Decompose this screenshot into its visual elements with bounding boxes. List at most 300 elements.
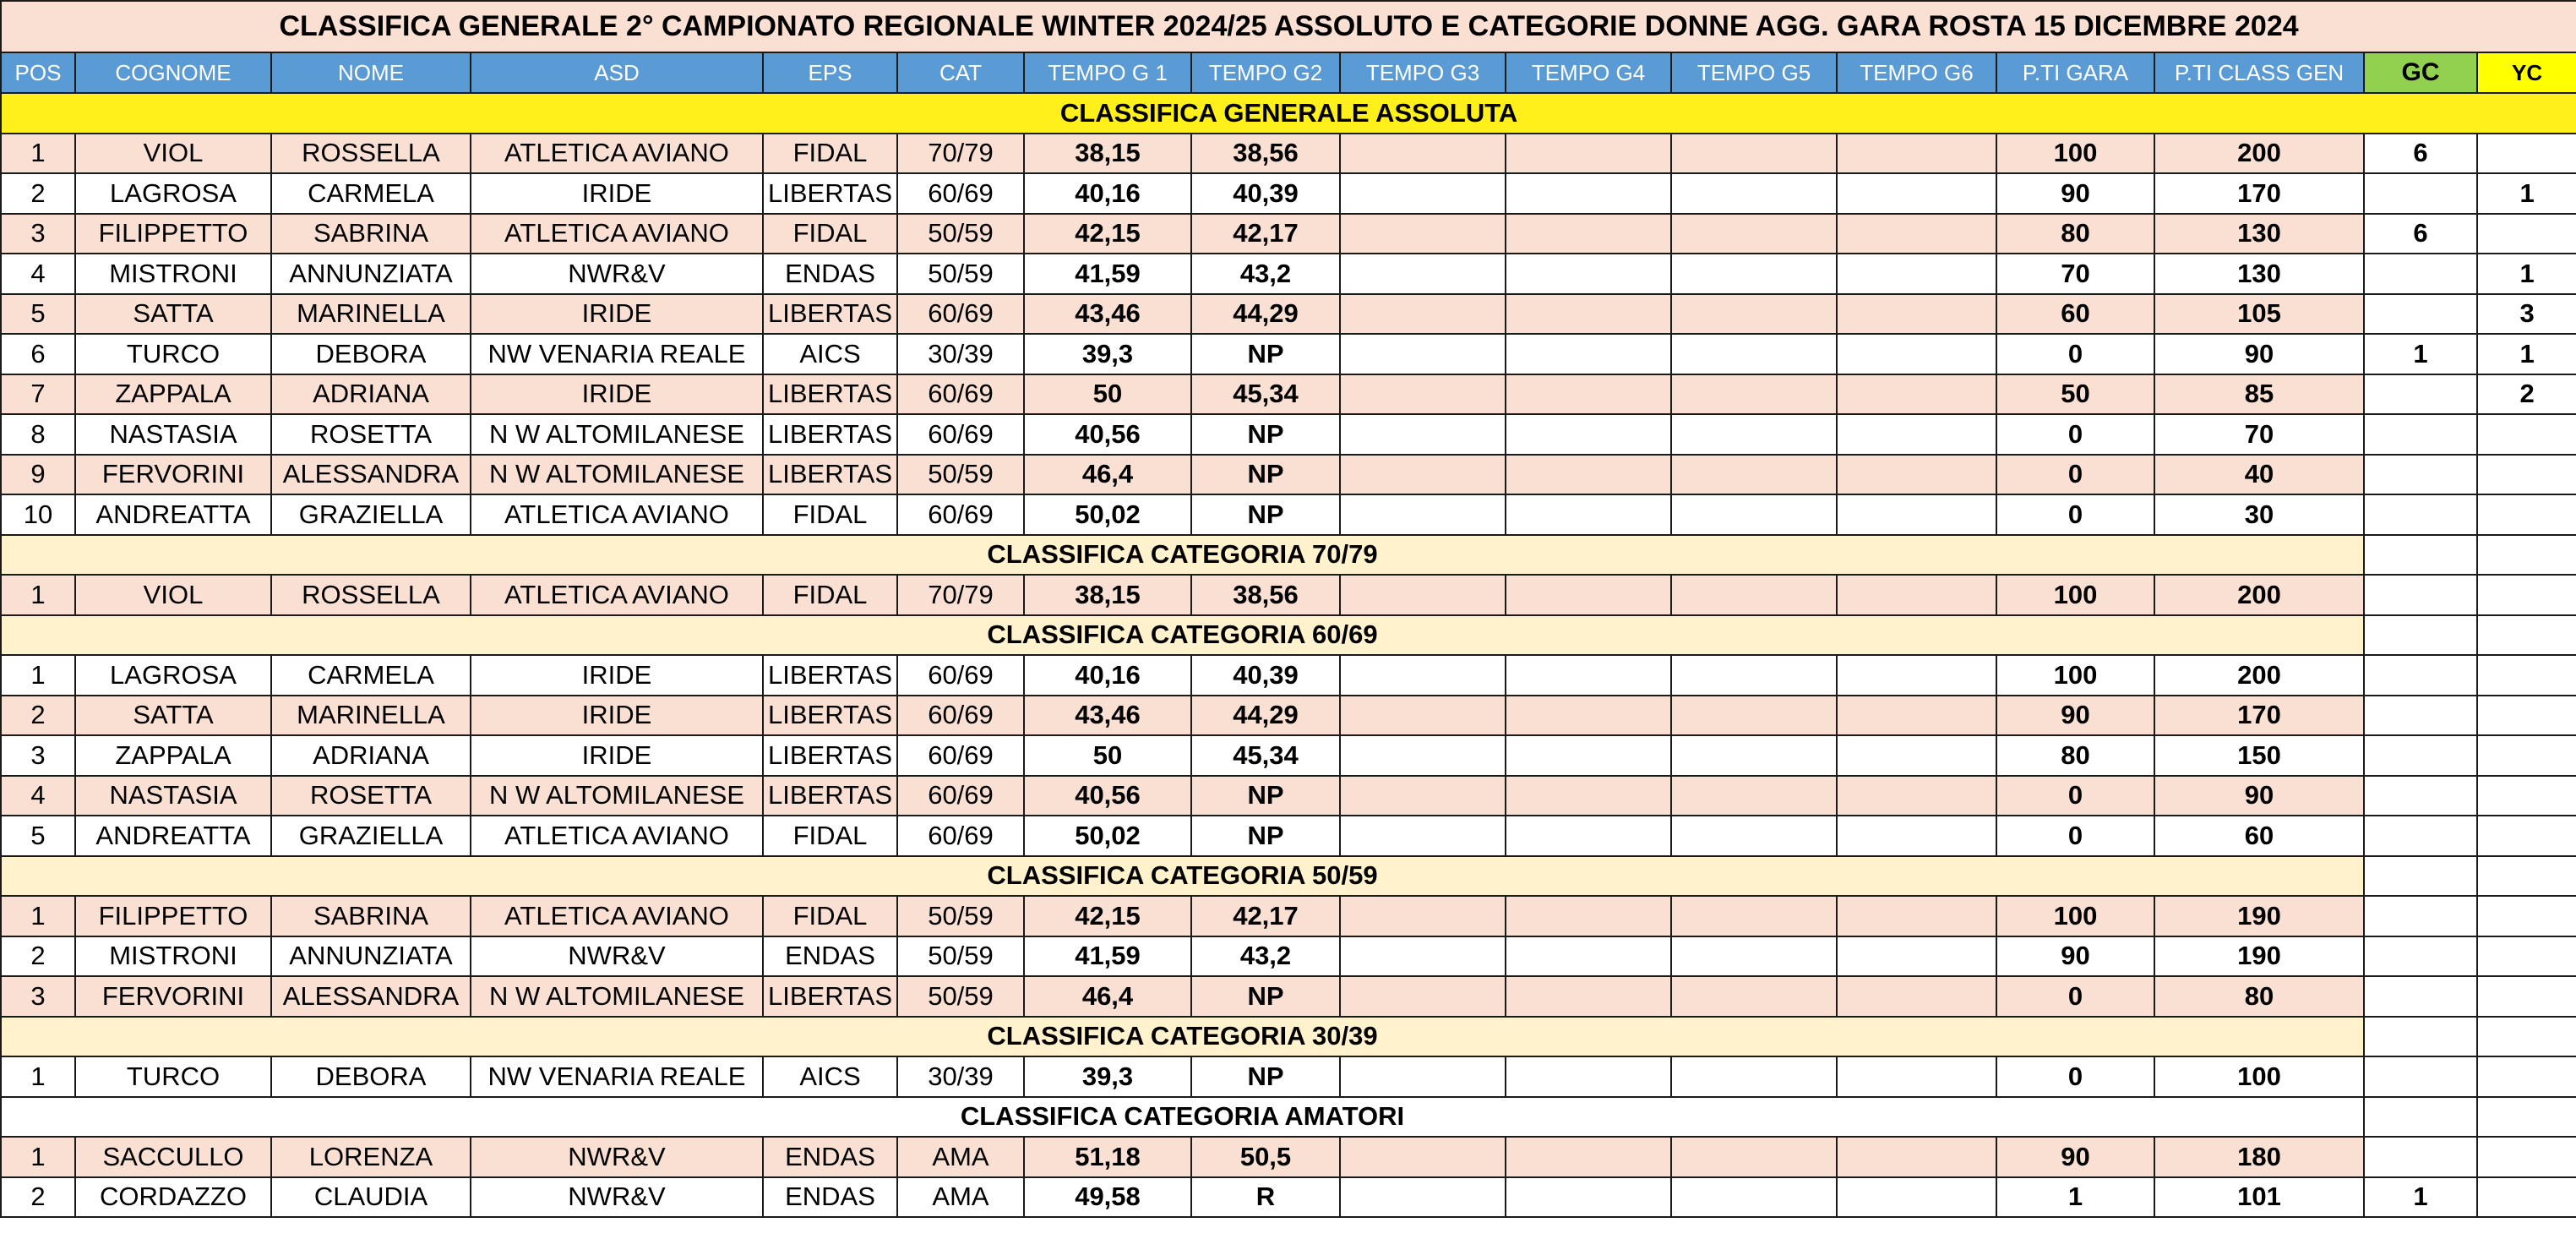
- yc-cell: 2: [2477, 374, 2576, 415]
- column-header-tempo-g1: TEMPO G 1: [1024, 52, 1191, 93]
- cognome-cell: LAGROSA: [75, 173, 271, 214]
- asd-cell: NWR&V: [471, 1177, 763, 1218]
- yc-cell: 1: [2477, 173, 2576, 214]
- cognome-cell: FERVORINI: [75, 455, 271, 495]
- gc-cell: 6: [2364, 134, 2477, 174]
- nome-cell: SABRINA: [271, 214, 471, 254]
- table-row: [1, 214, 2576, 254]
- tempo-g4-cell: [1506, 173, 1671, 214]
- asd-cell: ATLETICA AVIANO: [471, 896, 763, 936]
- punti-class-gen-cell: 101: [2154, 1177, 2364, 1218]
- punti-gara-cell: 1: [1996, 1177, 2154, 1218]
- column-header-cognome: COGNOME: [75, 52, 271, 93]
- punti-gara-cell: 100: [1996, 134, 2154, 174]
- tempo-g1-cell: 38,15: [1024, 134, 1191, 174]
- tempo-g2-cell: 45,34: [1191, 374, 1340, 415]
- asd-cell: IRIDE: [471, 655, 763, 696]
- tempo-g2-cell: NP: [1191, 334, 1340, 374]
- cognome-cell: MISTRONI: [75, 254, 271, 294]
- table-row: [1, 1137, 2576, 1177]
- tempo-g5-cell: [1671, 414, 1837, 455]
- column-header-eps: EPS: [763, 52, 897, 93]
- nome-cell: DEBORA: [271, 334, 471, 374]
- cat-cell: 50/59: [897, 254, 1024, 294]
- yc-cell: 1: [2477, 334, 2576, 374]
- tempo-g3-cell: [1340, 334, 1506, 374]
- cognome-cell: LAGROSA: [75, 655, 271, 696]
- gc-cell: [2364, 896, 2477, 936]
- tempo-g6-cell: [1837, 134, 1996, 174]
- nome-cell: ANNUNZIATA: [271, 936, 471, 977]
- punti-class-gen-cell: 85: [2154, 374, 2364, 415]
- nome-cell: ADRIANA: [271, 374, 471, 415]
- yc-cell: [2477, 1097, 2576, 1138]
- tempo-g1-cell: 41,59: [1024, 254, 1191, 294]
- punti-class-gen-cell: 200: [2154, 134, 2364, 174]
- tempo-g3-cell: [1340, 1137, 1506, 1177]
- pos-cell: 3: [1, 735, 75, 776]
- tempo-g5-cell: [1671, 254, 1837, 294]
- punti-gara-cell: 100: [1996, 655, 2154, 696]
- tempo-g2-cell: NP: [1191, 414, 1340, 455]
- punti-gara-cell: 70: [1996, 254, 2154, 294]
- tempo-g2-cell: 42,17: [1191, 214, 1340, 254]
- tempo-g6-cell: [1837, 575, 1996, 615]
- pos-cell: 3: [1, 976, 75, 1017]
- nome-cell: ALESSANDRA: [271, 976, 471, 1017]
- tempo-g6-cell: [1837, 1137, 1996, 1177]
- tempo-g4-cell: [1506, 334, 1671, 374]
- pos-cell: 2: [1, 696, 75, 736]
- cat-cell: 60/69: [897, 173, 1024, 214]
- tempo-g2-cell: 43,2: [1191, 254, 1340, 294]
- pos-cell: 5: [1, 294, 75, 335]
- section-header-row: [1, 93, 2576, 134]
- tempo-g1-cell: 46,4: [1024, 455, 1191, 495]
- tempo-g3-cell: [1340, 134, 1506, 174]
- tempo-g3-cell: [1340, 214, 1506, 254]
- asd-cell: NW VENARIA REALE: [471, 334, 763, 374]
- tempo-g3-cell: [1340, 655, 1506, 696]
- punti-gara-cell: 0: [1996, 334, 2154, 374]
- section-header-row: [1, 1017, 2576, 1057]
- tempo-g4-cell: [1506, 936, 1671, 977]
- tempo-g6-cell: [1837, 655, 1996, 696]
- tempo-g5-cell: [1671, 1056, 1837, 1097]
- tempo-g4-cell: [1506, 414, 1671, 455]
- tempo-g1-cell: 43,46: [1024, 696, 1191, 736]
- yc-cell: [2477, 896, 2576, 936]
- cognome-cell: FERVORINI: [75, 976, 271, 1017]
- eps-cell: ENDAS: [763, 1177, 897, 1218]
- asd-cell: ATLETICA AVIANO: [471, 816, 763, 856]
- tempo-g2-cell: 44,29: [1191, 696, 1340, 736]
- tempo-g1-cell: 40,16: [1024, 655, 1191, 696]
- pos-cell: 1: [1, 134, 75, 174]
- tempo-g4-cell: [1506, 214, 1671, 254]
- table-row: [1, 494, 2576, 535]
- cat-cell: 30/39: [897, 334, 1024, 374]
- yc-cell: 3: [2477, 294, 2576, 335]
- column-header-punti-gara: P.TI GARA: [1996, 52, 2154, 93]
- tempo-g4-cell: [1506, 294, 1671, 335]
- table-row: [1, 1056, 2576, 1097]
- punti-gara-cell: 0: [1996, 816, 2154, 856]
- cognome-cell: SATTA: [75, 696, 271, 736]
- cat-cell: 60/69: [897, 816, 1024, 856]
- sheet-title: CLASSIFICA GENERALE 2° CAMPIONATO REGIONALE WINTER 2024/25 ASSOLUTO E CATEGORIE DONNE AGG. GARA ROSTA 15 DICEMBRE 2024: [1, 1, 2576, 52]
- asd-cell: IRIDE: [471, 374, 763, 415]
- eps-cell: ENDAS: [763, 254, 897, 294]
- tempo-g6-cell: [1837, 1056, 1996, 1097]
- tempo-g6-cell: [1837, 254, 1996, 294]
- nome-cell: CARMELA: [271, 173, 471, 214]
- punti-class-gen-cell: 180: [2154, 1137, 2364, 1177]
- cat-cell: 60/69: [897, 294, 1024, 335]
- punti-gara-cell: 0: [1996, 494, 2154, 535]
- tempo-g1-cell: 42,15: [1024, 896, 1191, 936]
- punti-class-gen-cell: 200: [2154, 655, 2364, 696]
- punti-class-gen-cell: 40: [2154, 455, 2364, 495]
- cat-cell: 60/69: [897, 655, 1024, 696]
- tempo-g2-cell: NP: [1191, 494, 1340, 535]
- punti-class-gen-cell: 200: [2154, 575, 2364, 615]
- punti-gara-cell: 0: [1996, 1056, 2154, 1097]
- tempo-g2-cell: R: [1191, 1177, 1340, 1218]
- pos-cell: 10: [1, 494, 75, 535]
- tempo-g5-cell: [1671, 334, 1837, 374]
- nome-cell: MARINELLA: [271, 696, 471, 736]
- table-row: [1, 254, 2576, 294]
- gc-cell: [2364, 1056, 2477, 1097]
- tempo-g6-cell: [1837, 816, 1996, 856]
- gc-cell: [2364, 776, 2477, 816]
- pos-cell: 2: [1, 936, 75, 977]
- tempo-g5-cell: [1671, 374, 1837, 415]
- eps-cell: LIBERTAS: [763, 776, 897, 816]
- gc-cell: [2364, 414, 2477, 455]
- punti-class-gen-cell: 105: [2154, 294, 2364, 335]
- table-row: [1, 1177, 2576, 1218]
- nome-cell: ADRIANA: [271, 735, 471, 776]
- nome-cell: ROSSELLA: [271, 134, 471, 174]
- tempo-g2-cell: NP: [1191, 455, 1340, 495]
- yc-cell: [2477, 1017, 2576, 1057]
- tempo-g3-cell: [1340, 575, 1506, 615]
- pos-cell: 6: [1, 334, 75, 374]
- gc-cell: [2364, 735, 2477, 776]
- yc-cell: [2477, 214, 2576, 254]
- tempo-g1-cell: 49,58: [1024, 1177, 1191, 1218]
- section-header-row: [1, 1097, 2576, 1138]
- cat-cell: 50/59: [897, 214, 1024, 254]
- tempo-g3-cell: [1340, 494, 1506, 535]
- table-row: [1, 455, 2576, 495]
- punti-class-gen-cell: 170: [2154, 696, 2364, 736]
- cognome-cell: FILIPPETTO: [75, 214, 271, 254]
- gc-cell: [2364, 374, 2477, 415]
- eps-cell: LIBERTAS: [763, 735, 897, 776]
- table-row: [1, 294, 2576, 335]
- tempo-g3-cell: [1340, 696, 1506, 736]
- asd-cell: NWR&V: [471, 254, 763, 294]
- yc-cell: [2477, 535, 2576, 576]
- cognome-cell: VIOL: [75, 575, 271, 615]
- column-header-punti-class-gen: P.TI CLASS GEN: [2154, 52, 2364, 93]
- eps-cell: FIDAL: [763, 575, 897, 615]
- column-header-yc: YC: [2477, 52, 2576, 93]
- tempo-g1-cell: 51,18: [1024, 1137, 1191, 1177]
- tempo-g3-cell: [1340, 896, 1506, 936]
- gc-cell: 6: [2364, 214, 2477, 254]
- cognome-cell: SATTA: [75, 294, 271, 335]
- yc-cell: [2477, 655, 2576, 696]
- column-header-asd: ASD: [471, 52, 763, 93]
- nome-cell: DEBORA: [271, 1056, 471, 1097]
- punti-gara-cell: 90: [1996, 173, 2154, 214]
- tempo-g3-cell: [1340, 735, 1506, 776]
- tempo-g2-cell: 50,5: [1191, 1137, 1340, 1177]
- cognome-cell: FILIPPETTO: [75, 896, 271, 936]
- asd-cell: ATLETICA AVIANO: [471, 494, 763, 535]
- tempo-g2-cell: 40,39: [1191, 173, 1340, 214]
- column-header-tempo-g5: TEMPO G5: [1671, 52, 1837, 93]
- tempo-g1-cell: 50: [1024, 374, 1191, 415]
- yc-cell: [2477, 1137, 2576, 1177]
- eps-cell: FIDAL: [763, 816, 897, 856]
- table-row: [1, 776, 2576, 816]
- tempo-g1-cell: 41,59: [1024, 936, 1191, 977]
- tempo-g4-cell: [1506, 896, 1671, 936]
- eps-cell: FIDAL: [763, 896, 897, 936]
- cat-cell: 50/59: [897, 976, 1024, 1017]
- tempo-g5-cell: [1671, 575, 1837, 615]
- cognome-cell: MISTRONI: [75, 936, 271, 977]
- pos-cell: 5: [1, 816, 75, 856]
- tempo-g4-cell: [1506, 1056, 1671, 1097]
- punti-gara-cell: 90: [1996, 1137, 2154, 1177]
- tempo-g1-cell: 39,3: [1024, 1056, 1191, 1097]
- tempo-g2-cell: NP: [1191, 816, 1340, 856]
- column-header-cat: CAT: [897, 52, 1024, 93]
- tempo-g4-cell: [1506, 1137, 1671, 1177]
- tempo-g4-cell: [1506, 816, 1671, 856]
- yc-cell: [2477, 816, 2576, 856]
- tempo-g5-cell: [1671, 494, 1837, 535]
- table-row: [1, 655, 2576, 696]
- column-header-nome: NOME: [271, 52, 471, 93]
- tempo-g3-cell: [1340, 816, 1506, 856]
- nome-cell: GRAZIELLA: [271, 816, 471, 856]
- cat-cell: AMA: [897, 1177, 1024, 1218]
- section-title: CLASSIFICA GENERALE ASSOLUTA: [1, 93, 2576, 134]
- punti-class-gen-cell: 100: [2154, 1056, 2364, 1097]
- cat-cell: 30/39: [897, 1056, 1024, 1097]
- yc-cell: [2477, 1177, 2576, 1218]
- pos-cell: 1: [1, 1056, 75, 1097]
- asd-cell: N W ALTOMILANESE: [471, 414, 763, 455]
- tempo-g2-cell: 43,2: [1191, 936, 1340, 977]
- eps-cell: LIBERTAS: [763, 374, 897, 415]
- tempo-g4-cell: [1506, 655, 1671, 696]
- tempo-g6-cell: [1837, 696, 1996, 736]
- tempo-g1-cell: 40,16: [1024, 173, 1191, 214]
- cat-cell: 50/59: [897, 936, 1024, 977]
- tempo-g6-cell: [1837, 896, 1996, 936]
- eps-cell: AICS: [763, 334, 897, 374]
- punti-class-gen-cell: 170: [2154, 173, 2364, 214]
- gc-cell: [2364, 254, 2477, 294]
- tempo-g4-cell: [1506, 735, 1671, 776]
- tempo-g1-cell: 39,3: [1024, 334, 1191, 374]
- tempo-g6-cell: [1837, 214, 1996, 254]
- cat-cell: 70/79: [897, 575, 1024, 615]
- table-row: [1, 696, 2576, 736]
- nome-cell: CARMELA: [271, 655, 471, 696]
- table-row: [1, 896, 2576, 936]
- punti-gara-cell: 0: [1996, 414, 2154, 455]
- table-row: [1, 936, 2576, 977]
- cat-cell: 60/69: [897, 696, 1024, 736]
- pos-cell: 7: [1, 374, 75, 415]
- punti-class-gen-cell: 190: [2154, 896, 2364, 936]
- eps-cell: FIDAL: [763, 214, 897, 254]
- pos-cell: 1: [1, 896, 75, 936]
- tempo-g5-cell: [1671, 294, 1837, 335]
- punti-class-gen-cell: 190: [2154, 936, 2364, 977]
- cognome-cell: VIOL: [75, 134, 271, 174]
- asd-cell: NWR&V: [471, 1137, 763, 1177]
- gc-cell: [2364, 856, 2477, 897]
- eps-cell: LIBERTAS: [763, 696, 897, 736]
- tempo-g6-cell: [1837, 1177, 1996, 1218]
- asd-cell: N W ALTOMILANESE: [471, 976, 763, 1017]
- gc-cell: 1: [2364, 334, 2477, 374]
- asd-cell: ATLETICA AVIANO: [471, 134, 763, 174]
- punti-gara-cell: 0: [1996, 455, 2154, 495]
- eps-cell: ENDAS: [763, 936, 897, 977]
- yc-cell: [2477, 936, 2576, 977]
- gc-cell: [2364, 1097, 2477, 1138]
- section-title: CLASSIFICA CATEGORIA 70/79: [1, 535, 2364, 576]
- punti-gara-cell: 100: [1996, 896, 2154, 936]
- asd-cell: N W ALTOMILANESE: [471, 776, 763, 816]
- yc-cell: [2477, 976, 2576, 1017]
- eps-cell: LIBERTAS: [763, 294, 897, 335]
- nome-cell: SABRINA: [271, 896, 471, 936]
- tempo-g3-cell: [1340, 936, 1506, 977]
- tempo-g2-cell: NP: [1191, 976, 1340, 1017]
- gc-cell: [2364, 294, 2477, 335]
- punti-gara-cell: 80: [1996, 214, 2154, 254]
- tempo-g5-cell: [1671, 1177, 1837, 1218]
- cognome-cell: ANDREATTA: [75, 816, 271, 856]
- nome-cell: LORENZA: [271, 1137, 471, 1177]
- yc-cell: [2477, 494, 2576, 535]
- asd-cell: IRIDE: [471, 294, 763, 335]
- gc-cell: [2364, 494, 2477, 535]
- tempo-g2-cell: 42,17: [1191, 896, 1340, 936]
- yc-cell: [2477, 735, 2576, 776]
- tempo-g4-cell: [1506, 976, 1671, 1017]
- tempo-g4-cell: [1506, 374, 1671, 415]
- column-header-tempo-g6: TEMPO G6: [1837, 52, 1996, 93]
- table-row: [1, 134, 2576, 174]
- cognome-cell: ZAPPALA: [75, 374, 271, 415]
- yc-cell: [2477, 856, 2576, 897]
- cat-cell: 60/69: [897, 735, 1024, 776]
- column-header-pos: POS: [1, 52, 75, 93]
- section-header-row: [1, 856, 2576, 897]
- pos-cell: 8: [1, 414, 75, 455]
- gc-cell: [2364, 1137, 2477, 1177]
- column-header-gc: GC: [2364, 52, 2477, 93]
- pos-cell: 1: [1, 575, 75, 615]
- tempo-g4-cell: [1506, 254, 1671, 294]
- tempo-g5-cell: [1671, 816, 1837, 856]
- asd-cell: IRIDE: [471, 735, 763, 776]
- tempo-g6-cell: [1837, 294, 1996, 335]
- section-header-row: [1, 535, 2576, 576]
- tempo-g1-cell: 50: [1024, 735, 1191, 776]
- eps-cell: LIBERTAS: [763, 455, 897, 495]
- gc-cell: [2364, 816, 2477, 856]
- tempo-g5-cell: [1671, 936, 1837, 977]
- tempo-g4-cell: [1506, 134, 1671, 174]
- nome-cell: ROSETTA: [271, 776, 471, 816]
- gc-cell: [2364, 655, 2477, 696]
- tempo-g3-cell: [1340, 776, 1506, 816]
- punti-class-gen-cell: 60: [2154, 816, 2364, 856]
- gc-cell: 1: [2364, 1177, 2477, 1218]
- cognome-cell: NASTASIA: [75, 414, 271, 455]
- tempo-g1-cell: 38,15: [1024, 575, 1191, 615]
- tempo-g4-cell: [1506, 776, 1671, 816]
- yc-cell: [2477, 696, 2576, 736]
- gc-cell: [2364, 455, 2477, 495]
- tempo-g4-cell: [1506, 455, 1671, 495]
- eps-cell: LIBERTAS: [763, 976, 897, 1017]
- gc-cell: [2364, 1017, 2477, 1057]
- eps-cell: ENDAS: [763, 1137, 897, 1177]
- punti-gara-cell: 60: [1996, 294, 2154, 335]
- cognome-cell: TURCO: [75, 1056, 271, 1097]
- tempo-g6-cell: [1837, 334, 1996, 374]
- punti-gara-cell: 80: [1996, 735, 2154, 776]
- yc-cell: [2477, 134, 2576, 174]
- pos-cell: 2: [1, 1177, 75, 1218]
- table-row: [1, 334, 2576, 374]
- tempo-g1-cell: 46,4: [1024, 976, 1191, 1017]
- gc-cell: [2364, 936, 2477, 977]
- tempo-g3-cell: [1340, 976, 1506, 1017]
- eps-cell: LIBERTAS: [763, 655, 897, 696]
- nome-cell: CLAUDIA: [271, 1177, 471, 1218]
- cat-cell: 50/59: [897, 455, 1024, 495]
- asd-cell: ATLETICA AVIANO: [471, 214, 763, 254]
- gc-cell: [2364, 976, 2477, 1017]
- pos-cell: 2: [1, 173, 75, 214]
- nome-cell: ROSETTA: [271, 414, 471, 455]
- punti-class-gen-cell: 150: [2154, 735, 2364, 776]
- tempo-g2-cell: 44,29: [1191, 294, 1340, 335]
- tempo-g6-cell: [1837, 173, 1996, 214]
- section-header-row: [1, 615, 2576, 656]
- tempo-g4-cell: [1506, 575, 1671, 615]
- cat-cell: 60/69: [897, 776, 1024, 816]
- yc-cell: [2477, 615, 2576, 656]
- yc-cell: [2477, 575, 2576, 615]
